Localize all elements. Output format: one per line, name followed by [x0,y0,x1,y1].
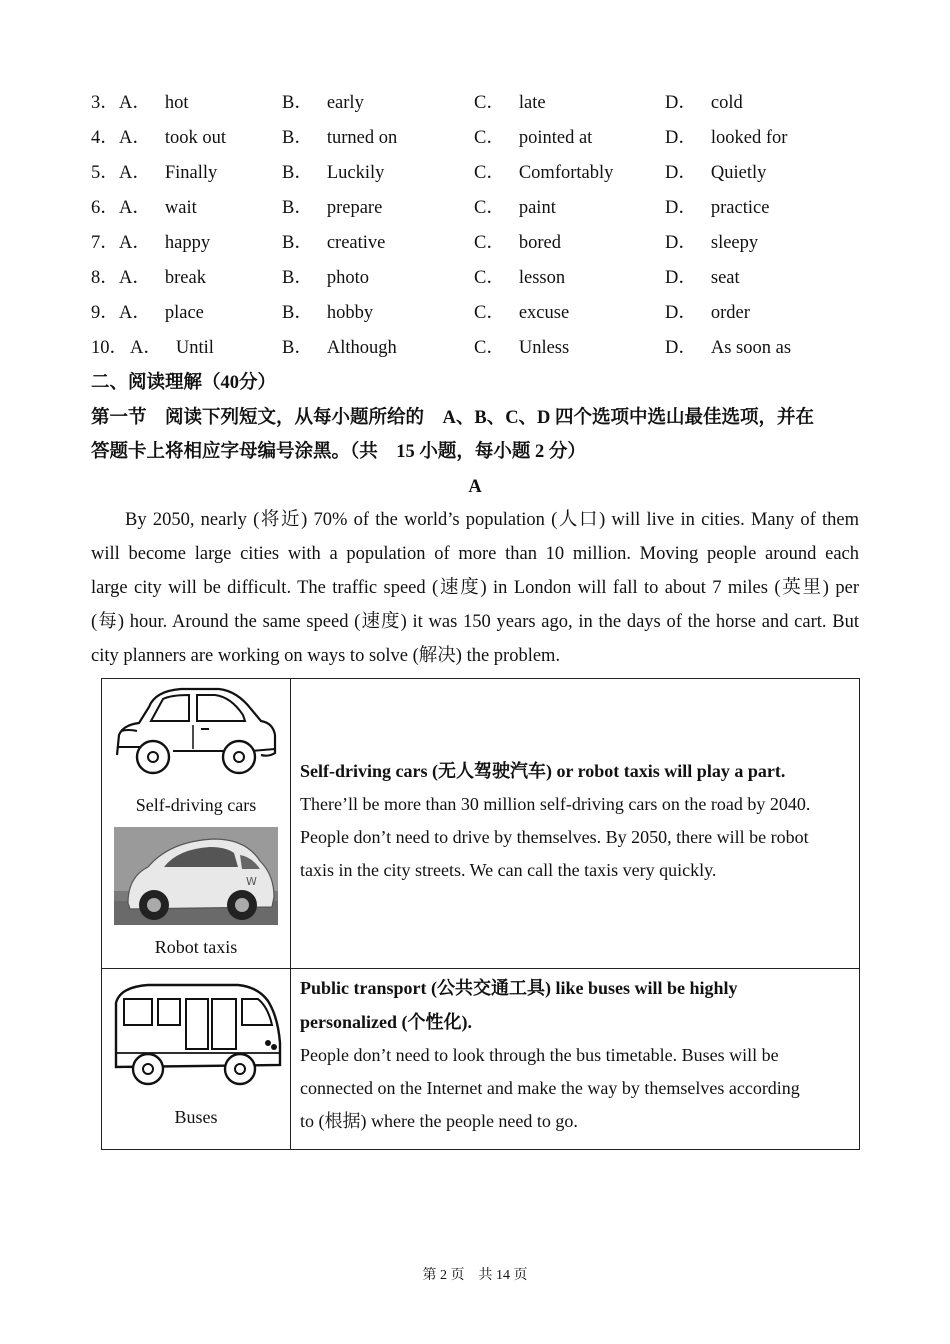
option-row-6 [0,193,950,223]
option-b: B． Although [282,338,397,358]
option-c: C． pointed at [474,128,593,148]
option-b: B． prepare [282,198,383,218]
option-b: B． photo [282,268,369,288]
row-text-line: taxis in the city streets. We can call the taxis very quickly. [300,860,717,880]
svg-text:W: W [246,875,257,888]
option-d: D． As soon as [665,338,792,358]
row-text-line: People don’t need to drive by themselves. By 2050, there will be robot [300,827,809,847]
passage-line: By 2050, nearly (将近) 70% of the world’s population (人口) will live in cities. Many of them [125,510,859,530]
text-cell [291,969,860,1150]
option-d: D． Quietly [665,163,767,183]
row-text-line: connected on the Internet and make the way by themselves according [300,1078,800,1098]
picture-cell [102,969,291,1150]
self-driving-cars-label: Self-driving cars [135,795,257,815]
question-number: 8． [91,268,119,288]
option-b: B． turned on [282,128,398,148]
cartoon-car-icon [111,685,281,781]
robot-taxi-icon [114,827,278,925]
passage-label: A [468,477,482,497]
option-a: A． Until [130,338,214,358]
text-cell [291,679,860,969]
option-c: C． bored [474,233,561,253]
option-d: D． looked for [665,128,788,148]
option-row-5 [0,158,950,188]
option-a: A． wait [119,198,197,218]
row-text-line: There’ll be more than 30 million self-driving cars on the road by 2040. [300,794,811,814]
option-c: C． excuse [474,303,570,323]
option-row-7 [0,228,950,258]
option-c: C． paint [474,198,556,218]
question-number: 6． [91,198,119,218]
table-row [102,969,860,1150]
option-a: A． took out [119,128,227,148]
option-b: B． hobby [282,303,374,323]
passage-line: large city will be difficult. The traffic speed (速度) in London will fall to about 7 miles (英里) per [91,578,859,598]
option-c: C． late [474,93,546,113]
option-d: D． seat [665,268,740,288]
row-text-line: to (根据) where the people need to go. [300,1111,578,1131]
robot-taxis-label: Robot taxis [154,937,238,957]
option-d: D． cold [665,93,743,113]
table-row [102,679,860,969]
cartoon-bus-icon [108,981,284,1091]
option-c: C． lesson [474,268,566,288]
option-c: C． Comfortably [474,163,614,183]
page-footer: 第 2 页 共 14 页 [422,1268,528,1283]
option-row-3 [0,88,950,118]
passage-line: will become large cities with a population of more than 10 million. Moving people around each [91,544,859,564]
option-c: C． Unless [474,338,570,358]
question-number: 7． [91,233,119,253]
option-b: B． early [282,93,364,113]
option-d: D． sleepy [665,233,759,253]
question-number: 9． [91,303,119,323]
option-d: D． practice [665,198,770,218]
option-b: B． creative [282,233,386,253]
instruction-line-1: 第一节 阅读下列短文，从每小题所给的 A、B、C、D 四个选项中选山最佳选项，并在 [91,408,815,428]
row-heading: Public transport (公共交通工具) like buses will be highly [300,978,738,998]
question-number: 3． [91,93,119,113]
buses-label: Buses [174,1107,218,1127]
passage-line: city planners are working on ways to solve (解决) the problem. [91,646,561,666]
question-number: 5． [91,163,119,183]
picture-cell [102,679,291,969]
option-a: A． happy [119,233,211,253]
option-a: A． break [119,268,206,288]
row-heading: Self-driving cars (无人驾驶汽车) or robot taxis will play a part. [300,761,786,781]
option-a: A． place [119,303,204,323]
question-number: 10． [91,338,129,358]
question-number: 4． [91,128,119,148]
option-row-9 [0,298,950,328]
passage-line: (每) hour. Around the same speed (速度) it was 150 years ago, in the days of the horse and cart. But [91,612,859,632]
option-row-4 [0,123,950,153]
transport-table [101,678,860,1150]
option-d: D． order [665,303,750,323]
option-row-8 [0,263,950,293]
instruction-line-2: 答题卡上将相应字母编号涂黑。（共 15 小题，每小题 2 分） [91,442,586,462]
option-a: A． Finally [119,163,218,183]
row-heading: personalized (个性化). [300,1012,472,1032]
row-text-line: People don’t need to look through the bus timetable. Buses will be [300,1045,779,1065]
option-row-10 [0,333,950,363]
option-a: A． hot [119,93,189,113]
section-title: 二、阅读理解（40分） [91,373,277,393]
option-b: B． Luckily [282,163,385,183]
